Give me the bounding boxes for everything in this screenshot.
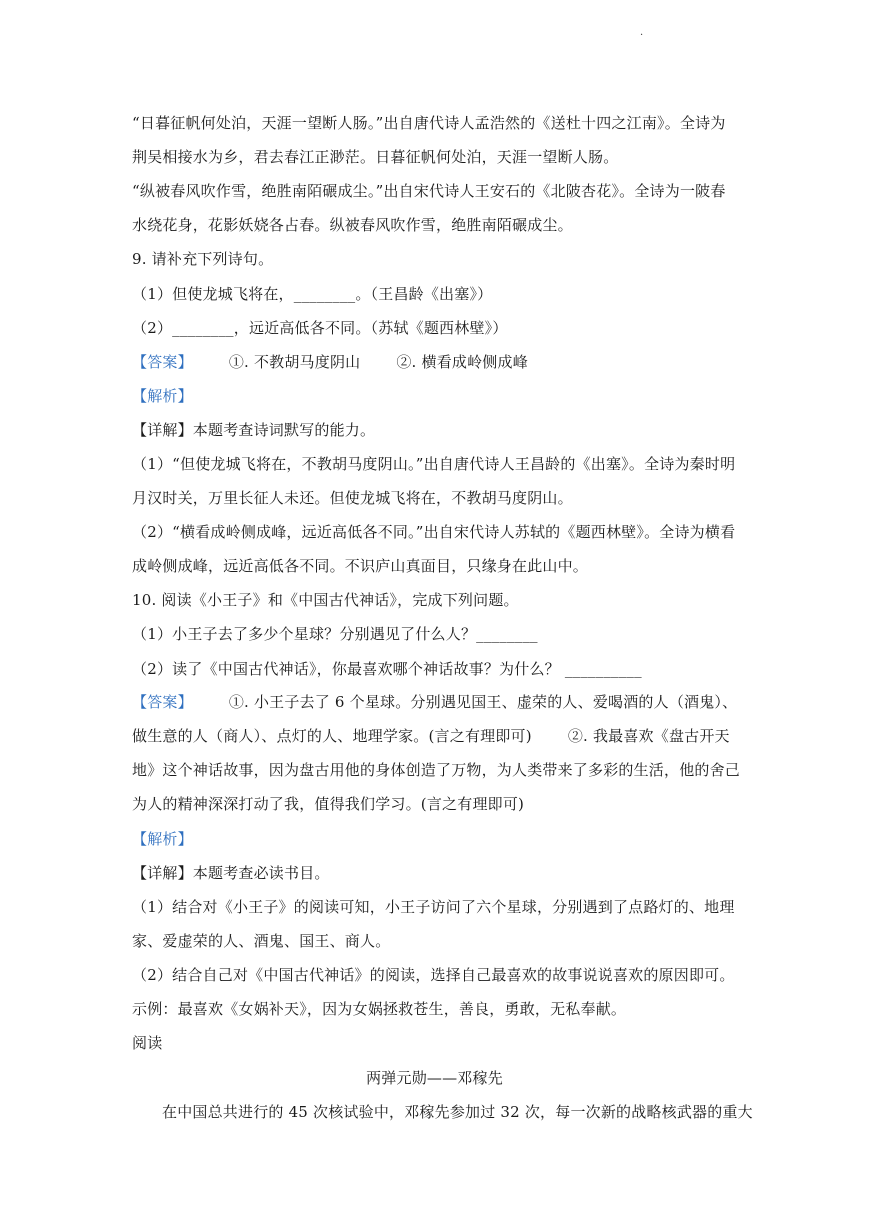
text-line: “纵被春风吹作雪，绝胜南陌碾成尘。”出自宋代诗人王安石的《北陂杏花》。全诗为一陂春 [132, 182, 726, 200]
text-line: 水绕花身，花影妖娆各占春。纵被春风吹作雪，绝胜南陌碾成尘。 [132, 216, 573, 234]
question-9-item-1: （1）但使龙城飞将在，________。（王昌龄《出塞》） [132, 285, 493, 303]
analysis-tag: 【解析】 [132, 830, 193, 848]
question-10-answer [132, 692, 742, 712]
text-line: 月汉时关，万里长征人未还。但使龙城飞将在，不教胡马度阴山。 [132, 489, 573, 507]
text-line: （2）结合自己对《中国古代神话》的阅读，选择自己最喜欢的故事说说喜欢的原因即可。 [132, 966, 735, 984]
answer-tag: 【答案】 [132, 353, 193, 371]
answer-line: 地》这个神话故事，因为盘古用他的身体创造了万物，为人类带来了多彩的生活，他的舍己 [132, 761, 741, 779]
answer-part-2: ②. 横看成岭侧成峰 [396, 353, 528, 371]
answer-part-1: ①. 不教胡马度阴山 [228, 353, 361, 371]
detail-line: 【详解】本题考查必读书目。 [132, 864, 330, 882]
text-line: （1）“但使龙城飞将在，不教胡马度阴山。”出自唐代诗人王昌龄的《出塞》。全诗为秦时明 [132, 455, 736, 473]
text-line: 家、爱虚荣的人、酒鬼、国王、商人。 [132, 932, 391, 950]
reading-label: 阅读 [132, 1034, 163, 1052]
question-10-title: 10. 阅读《小王子》和《中国古代神话》，完成下列问题。 [132, 591, 519, 609]
answer-text: 做生意的人（商人）、点灯的人、地理学家。(言之有理即可) [132, 727, 532, 745]
question-9-item-2: （2）________，远近高低各不同。（苏轼《题西林壁》） [132, 319, 508, 337]
detail-line: 【详解】本题考查诗词默写的能力。 [132, 421, 376, 439]
text-line: 成岭侧成峰，远近高低各不同。不识庐山真面目，只缘身在此山中。 [132, 557, 589, 575]
question-10-item-2: （2）读了《中国古代神话》，你最喜欢哪个神话故事？为什么？ __________ [132, 660, 642, 678]
text-line: （2）“横看成岭侧成峰，远近高低各不同。”出自宋代诗人苏轼的《题西林壁》。全诗为横看 [132, 523, 736, 541]
article-title: 两弹元勋——邓稼先 [366, 1069, 503, 1087]
header-mark: · [640, 30, 644, 41]
question-9-answer [132, 352, 742, 372]
question-10-item-1: （1）小王子去了多少个星球？分别遇见了什么人？________ [132, 625, 538, 643]
text-line: 示例：最喜欢《女娲补天》，因为女娲拯救苍生，善良，勇敢，无私奉献。 [132, 1000, 627, 1018]
question-9-title: 9. 请补充下列诗句。 [132, 250, 274, 268]
text-line: （1）结合对《小王子》的阅读可知，小王子访问了六个星球，分别遇到了点路灯的、地理 [132, 898, 735, 916]
answer-part-2: ②. 我最喜欢《盘古开天 [567, 727, 730, 745]
answer-tag: 【答案】 [132, 693, 193, 711]
text-line: “日暮征帆何处泊，天涯一望断人肠。”出自唐代诗人孟浩然的《送杜十四之江南》。全诗为 [132, 114, 726, 132]
answer-text: ①. 小王子去了 6 个星球。分别遇见国王、虚荣的人、爱喝酒的人（酒鬼）、 [228, 693, 738, 711]
text-line: 荆吴相接水为乡，君去春江正渺茫。日暮征帆何处泊，天涯一望断人肠。 [132, 148, 619, 166]
answer-line [132, 726, 742, 746]
answer-line: 为人的精神深深打动了我，值得我们学习。(言之有理即可) [132, 795, 525, 813]
article-paragraph: 在中国总共进行的 45 次核试验中，邓稼先参加过 32 次，每一次新的战略核武器的重大 [162, 1103, 753, 1121]
analysis-tag: 【解析】 [132, 387, 193, 405]
